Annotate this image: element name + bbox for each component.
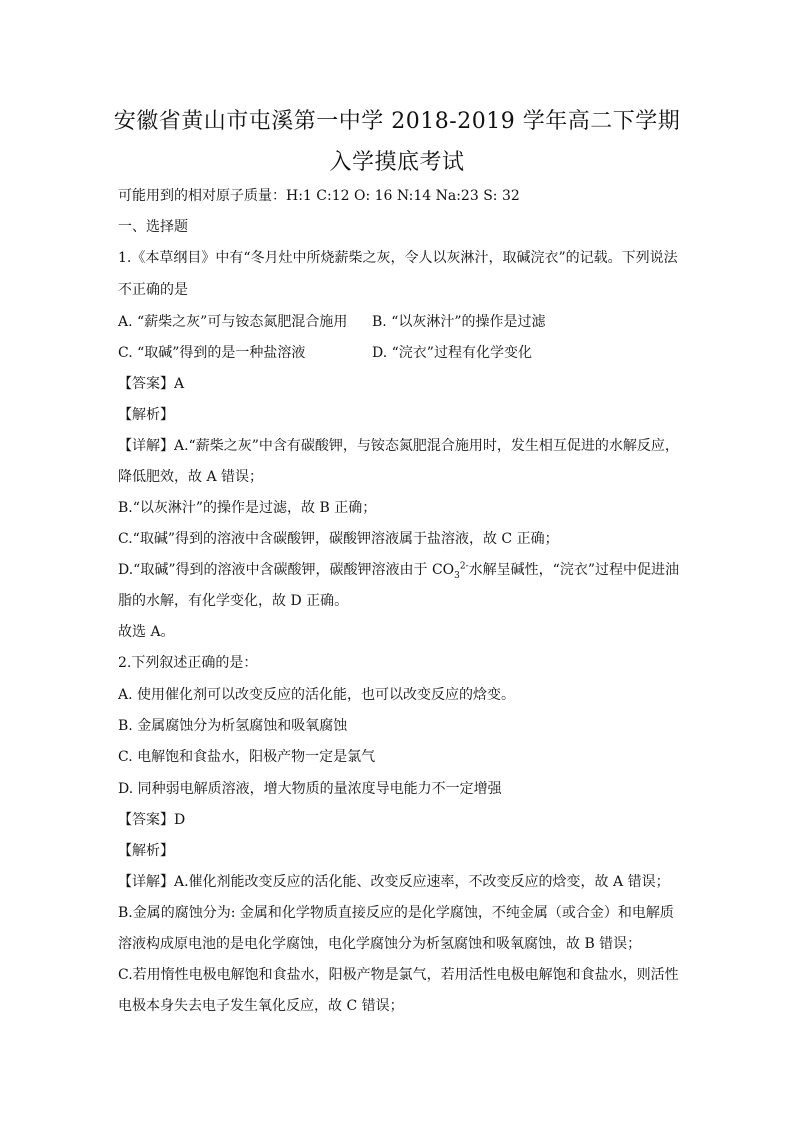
q1-detail-line5 (118, 560, 678, 580)
q1-option-a: A. “薪柴之灰”可与铵态氮肥混合施用 (118, 314, 348, 330)
q1-stem-line1: 1.《本草纲目》中有“冬月灶中所烧薪柴之灰，令人以灰淋汁，取碱浣衣”的记载。下列说法 (118, 250, 678, 266)
q2-option-d: D. 同种弱电解质溶液，增大物质的量浓度导电能力不一定增强 (118, 781, 502, 797)
co3-subscript: 3 (454, 570, 460, 581)
document-title-line2: 入学摸底考试 (329, 150, 465, 175)
q1-detail-line4: C.“取碱”得到的溶液中含碳酸钾，碳酸钾溶液属于盐溶液，故 C 正确； (118, 531, 559, 547)
q1-detail-line1: 【详解】A.“薪柴之灰”中含有碳酸钾，与铵态氮肥混合施用时，发生相互促进的水解反应， (118, 438, 679, 454)
q1-analysis-heading: 【解析】 (118, 407, 174, 423)
q2-detail-line4: C.若用惰性电极电解饱和食盐水，阳极产物是氯气，若用活性电极电解饱和食盐水，则活性 (118, 967, 679, 983)
q2-analysis-heading: 【解析】 (118, 843, 174, 859)
q1-answer: 【答案】A (118, 376, 185, 392)
q1-detail-line6: 脂的水解，有化学变化，故 D 正确。 (118, 593, 349, 609)
q2-detail-line5: 电极本身失去电子发生氧化反应，故 C 错误； (118, 998, 404, 1014)
q2-option-a: A. 使用催化剂可以改变反应的活化能，也可以改变反应的焓变。 (118, 687, 516, 703)
q1-detail-line2: 降低肥效，故 A 错误； (118, 469, 264, 485)
q1-stem-line2: 不正确的是 (118, 282, 188, 298)
q2-answer: 【答案】D (118, 812, 186, 828)
q2-detail-line2: B.金属的腐蚀分为: 金属和化学物质直接反应的是化学腐蚀，不纯金属（或合金）和电解质 (118, 905, 674, 921)
q2-detail-line3: 溶液构成原电池的是电化学腐蚀，电化学腐蚀分为析氢腐蚀和吸氧腐蚀，故 B 错误； (118, 936, 642, 952)
q1-option-c: C. “取碱”得到的是一种盐溶液 (118, 345, 306, 361)
q1-detail-line3: B.“以灰淋汁”的操作是过滤，故 B 正确； (118, 500, 377, 516)
q1-detail-line5-post: 水解呈碱性，“浣衣”过程中促进油 (468, 562, 679, 578)
q1-option-b: B. “以灰淋汁”的操作是过滤 (372, 314, 546, 330)
q1-detail-line5-pre: D.“取碱”得到的溶液中含碳酸钾，碳酸钾溶液由于 CO (118, 562, 455, 578)
q1-options-row1 (118, 312, 678, 332)
q2-detail-line1: 【详解】A.催化剂能改变反应的活化能、改变反应速率，不改变反应的焓变，故 A 错误； (118, 874, 670, 890)
q1-option-d: D. “浣衣”过程有化学变化 (372, 345, 532, 361)
q1-conclusion: 故选 A。 (118, 624, 175, 640)
q2-option-c: C. 电解饱和食盐水，阳极产物一定是氯气 (118, 749, 376, 765)
document-title-line1: 安徽省黄山市屯溪第一中学 2018-2019 学年高二下学期 (113, 109, 681, 134)
atomic-mass-line: 可能用到的相对原子质量：H:1 C:12 O: 16 N:14 Na:23 S: 32 (118, 188, 520, 204)
section-heading: 一、选择题 (118, 219, 188, 235)
q1-options-row2 (118, 343, 678, 363)
co3-superscript: 2- (459, 561, 469, 572)
q2-stem: 2.下列叙述正确的是： (118, 655, 258, 671)
q2-option-b: B. 金属腐蚀分为析氢腐蚀和吸氧腐蚀 (118, 718, 348, 734)
